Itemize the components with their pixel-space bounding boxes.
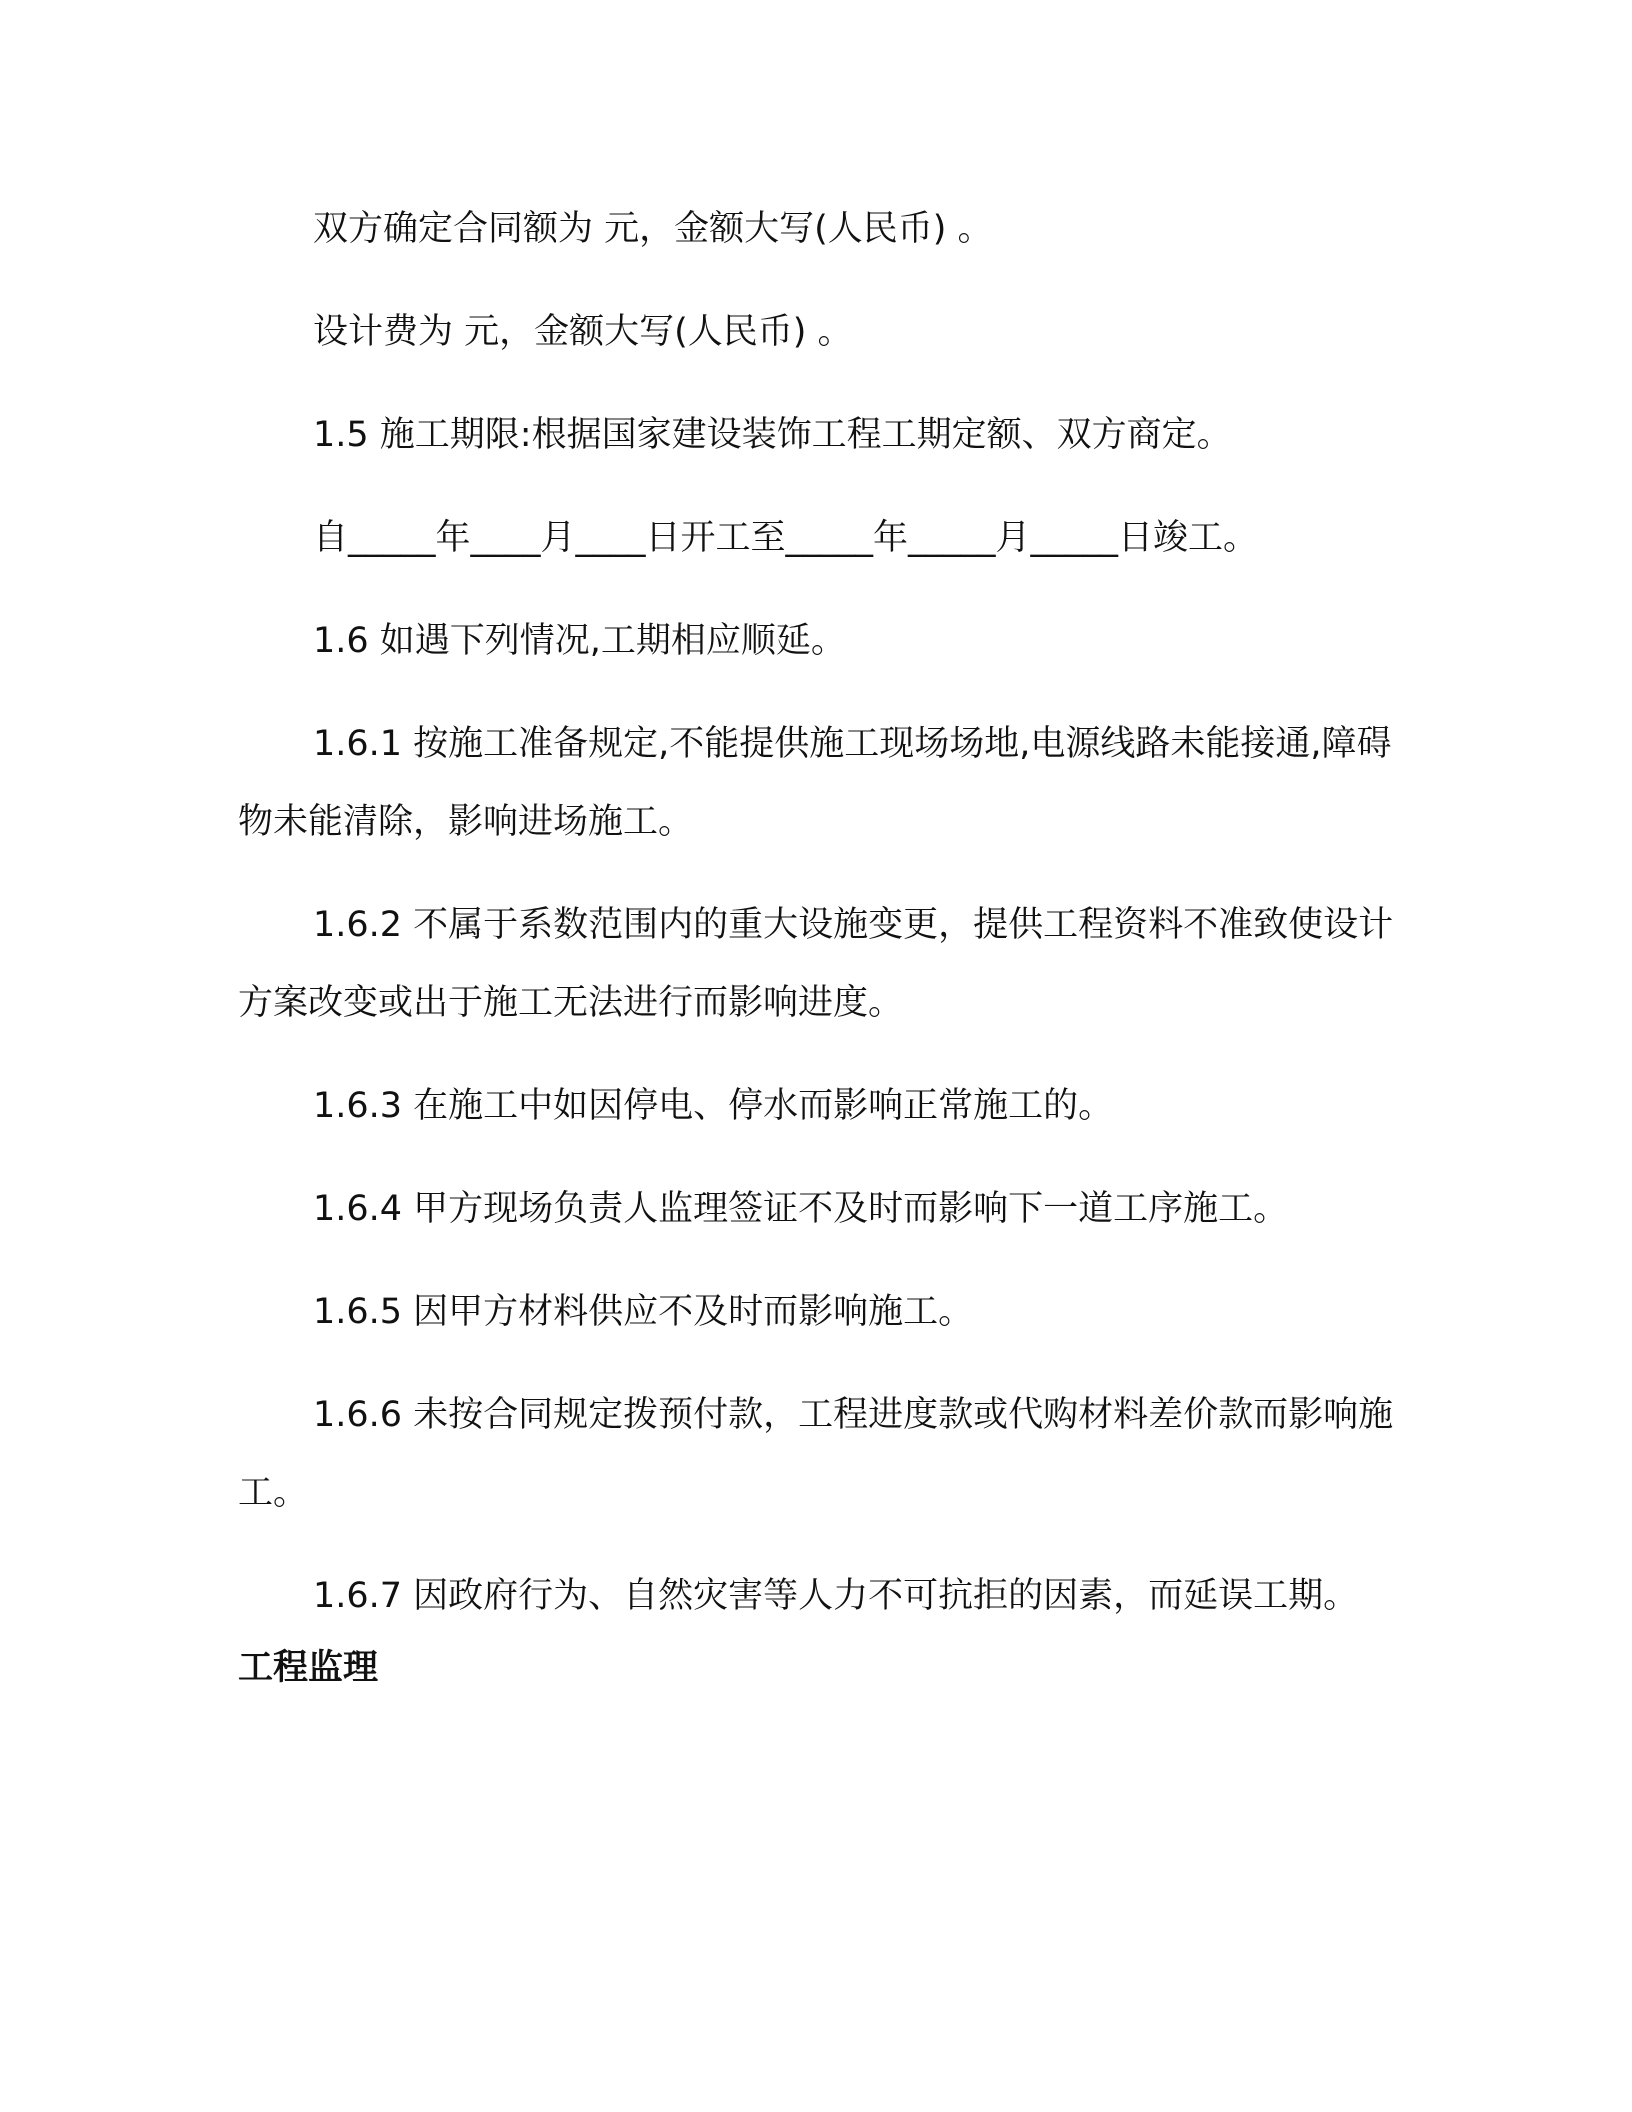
paragraph-1-6-1: 1.6.1 按施工准备规定,不能提供施工现场场地,电源线路未能接通,障碍物未能清除，影响进场施工。 [238,724,1392,842]
paragraph-start-end-dates: 自_____年____月____日开工至_____年_____月_____日竣工。 [313,518,1259,558]
paragraph-1-6-4: 1.6.4 甲方现场负责人监理签证不及时而影响下一道工序施工。 [313,1189,1289,1229]
paragraph-1-6-3: 1.6.3 在施工中如因停电、停水而影响正常施工的。 [313,1086,1114,1126]
paragraph-1-6-5: 1.6.5 因甲方材料供应不及时而影响施工。 [313,1292,974,1332]
paragraph-delay-conditions: 1.6 如遇下列情况,工期相应顺延。 [313,621,846,661]
section-heading: 工程监理 [238,1648,379,1688]
paragraph-1-6-7: 1.6.7 因政府行为、自然灾害等人力不可抗拒的因素，而延误工期。 [313,1576,1359,1616]
paragraph-construction-period: 1.5 施工期限:根据国家建设装饰工程工期定额、双方商定。 [313,415,1232,455]
paragraph-design-fee: 设计费为 元，金额大写(人民币) 。 [313,312,853,352]
paragraph-1-6-2: 1.6.2 不属于系数范围内的重大设施变更，提供工程资料不准致使设计方案改变或出于施工无法进行而影响进度。 [238,905,1394,1023]
paragraph-1-6-6: 1.6.6 未按合同规定拨预付款，工程进度款或代购材料差价款而影响施工。 [238,1395,1394,1513]
document-body [238,190,1398,1698]
paragraph-contract-amount: 双方确定合同额为 元，金额大写(人民币) 。 [313,209,993,249]
